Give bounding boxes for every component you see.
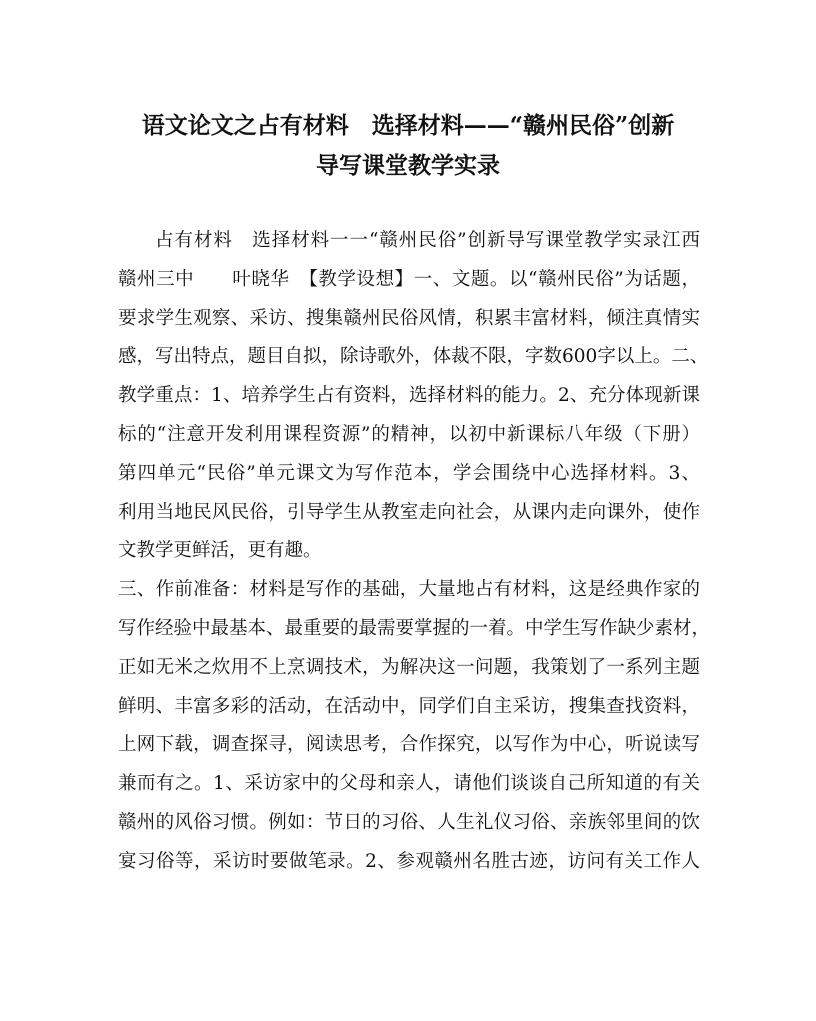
text-line: 写作经验中最基本、最重要的最需要掌握的一着。中学生写作缺少素材，: [118, 617, 711, 639]
text-line: 鲜明、丰富多彩的活动，在活动中，同学们自主采访，搜集查找资料，: [118, 695, 700, 717]
title-line-2: 导写课堂教学实录: [316, 152, 500, 179]
text-line: 三、作前准备：材料是写作的基础，大量地占有材料，这是经典作家的: [118, 579, 700, 601]
paragraph-2: [118, 571, 711, 881]
text-line: 正如无米之炊用不上烹调技术，为解决这一问题，我策划了一系列主题: [118, 656, 700, 678]
text-line: 上网下载，调查探寻，阅读思考，合作探究，以写作为中心，听说读写: [118, 734, 700, 756]
text-line: 要求学生观察、采访、搜集赣州民俗风情，积累丰富材料，倾注真情实: [118, 307, 700, 329]
text-line: 赣州三中 叶晓华 【教学设想】一、文题。以“赣州民俗”为话题，: [118, 268, 700, 290]
document-title: [100, 106, 716, 186]
text-line: 赣州的风俗习惯。例如：节日的习俗、人生礼仪习俗、亲族邻里间的饮: [118, 811, 700, 833]
text-line: 第四单元“民俗”单元课文为写作范本，学会围绕中心选择材料。3、: [118, 462, 700, 484]
text-line: 感，写出特点，题目自拟，除诗歌外，体裁不限，字数600字以上。二、: [118, 346, 709, 368]
title-line-1: 语文论文之占有材料 选择材料——“赣州民俗”创新: [141, 112, 675, 139]
text-line: 占有材料 选择材料一一“赣州民俗”创新导写课堂教学实录江西: [155, 230, 700, 251]
text-line: 利用当地民风民俗，引导学生从教室走向社会，从课内走向课外，使作: [118, 501, 700, 523]
paragraph-1: [118, 222, 709, 571]
text-line: 宴习俗等，采访时要做笔录。2、参观赣州名胜古迹，访问有关工作人: [118, 850, 700, 872]
text-line: 教学重点：1、培养学生占有资料，选择材料的能力。2、充分体现新课: [118, 385, 700, 407]
text-line: 文教学更鲜活，更有趣。: [118, 540, 322, 562]
text-line: 兼而有之。1、采访家中的父母和亲人，请他们谈谈自己所知道的有关: [118, 773, 700, 795]
document-body: [118, 222, 711, 882]
text-line: 标的“注意开发利用课程资源”的精神，以初中新课标八年级（下册）: [118, 423, 700, 445]
